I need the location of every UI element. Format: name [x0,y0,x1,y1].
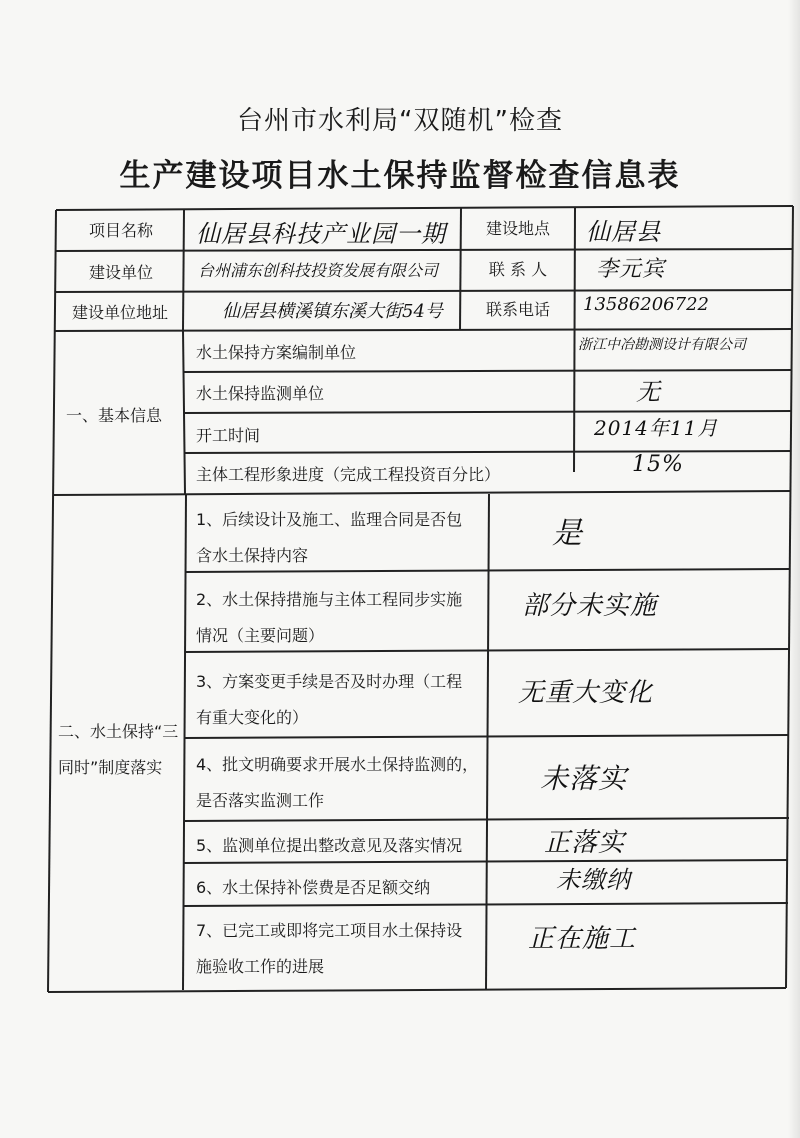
question-1-line1: 1、后续设计及施工、监理合同是否包 [196,510,463,529]
location-value: 仙居县 [586,218,661,246]
answer-4: 未落实 [540,762,628,795]
three-same-section-label-line1: 二、水土保持“三 [58,722,179,741]
location-label: 建设地点 [485,219,550,238]
question-5-line1: 5、监测单位提出整改意见及落实情况 [196,836,463,855]
answer-1: 是 [552,516,583,551]
answer-2: 部分未实施 [522,591,658,621]
question-7-line2: 施验收工作的进展 [196,957,325,976]
question-1-line2: 含水土保持内容 [196,546,309,565]
project-name-value: 仙居县科技产业园一期 [196,220,446,248]
answer-3: 无重大变化 [518,678,654,708]
question-4 [196,747,478,819]
question-3-line1: 3、方案变更手续是否及时办理（工程 [196,672,463,691]
question-2 [196,582,462,654]
answer-6: 未缴纳 [556,866,631,894]
phone-label: 联系电话 [485,300,550,319]
contact-value: 李元宾 [596,257,666,282]
basic-info-section-label: 一、基本信息 [66,406,163,425]
unit-address-value: 仙居县横溪镇东溪大街54号 [222,301,443,322]
question-7 [196,913,462,985]
monitor-unit-label: 水土保持监测单位 [196,384,325,403]
document-title: 台州市水利局“双随机”检查 [237,106,563,136]
question-4-line2: 是否落实监测工作 [196,791,325,810]
question-3-line2: 有重大变化的） [196,708,309,727]
construction-unit-label: 建设单位 [88,263,153,282]
start-date-label: 开工时间 [196,426,261,445]
question-6 [196,870,430,906]
three-same-section-label [58,714,184,786]
monitor-unit-value: 无 [636,378,661,406]
plan-unit-value: 浙江中冶勘测设计有限公司 [578,337,746,353]
question-6-line1: 6、水土保持补偿费是否足额交纳 [196,878,431,897]
project-name-label: 项目名称 [88,221,153,240]
question-7-line1: 7、已完工或即将完工项目水土保持设 [196,921,463,940]
document-subtitle: 生产建设项目水土保持监督检查信息表 [119,158,681,194]
progress-value: 15% [632,452,684,477]
question-5 [196,828,462,864]
answer-7: 正在施工 [528,924,637,954]
answer-5: 正落实 [544,828,626,858]
start-date-value: 2014年11月 [594,416,719,440]
progress-label: 主体工程形象进度（完成工程投资百分比） [196,465,501,484]
three-same-section-label-line2: 同时”制度落实 [58,758,163,777]
unit-address-label: 建设单位地址 [71,303,168,322]
contact-label: 联 系 人 [488,260,548,279]
question-1 [196,502,462,574]
construction-unit-value: 台州浦东创科技投资发展有限公司 [198,261,439,280]
plan-unit-label: 水土保持方案编制单位 [196,343,357,362]
phone-value: 13586206722 [583,294,709,315]
question-3 [196,664,462,736]
question-2-line1: 2、水土保持措施与主体工程同步实施 [196,590,463,609]
question-2-line2: 情况（主要问题） [196,626,325,645]
question-4-line1: 4、批文明确要求开展水土保持监测的， [196,755,479,774]
